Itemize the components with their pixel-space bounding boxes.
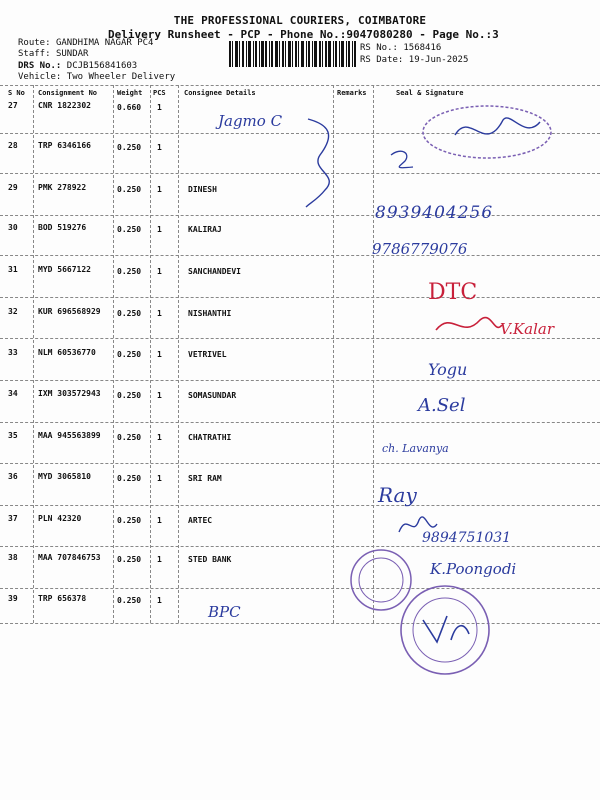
col-header-remarks: Remarks — [337, 89, 367, 97]
drs-label: DRS No.: — [18, 61, 62, 71]
row-pcs: 1 — [157, 555, 162, 564]
company-title: THE PROFESSIONAL COURIERS, COIMBATORE — [173, 14, 427, 27]
row-consignee: STED BANK — [188, 555, 232, 564]
row-consignment: MAA 945563899 — [38, 431, 101, 440]
row-sno: 31 — [8, 265, 18, 274]
handwritten-signature-red: V.Kalar — [500, 320, 555, 338]
row-sno: 39 — [8, 594, 18, 603]
signature-mark — [385, 145, 420, 175]
row-sno: 38 — [8, 553, 18, 562]
row-pcs: 1 — [157, 516, 162, 525]
row-weight: 0.250 — [117, 225, 142, 234]
row-consignment: NLM 60536770 — [38, 348, 96, 357]
rs-no-value: 1568416 — [403, 43, 442, 53]
vehicle-label: Vehicle: — [18, 72, 62, 82]
col-header-consignment: Consignment No — [38, 89, 98, 97]
row-divider — [0, 297, 600, 298]
col-header-weight: Weight — [117, 89, 143, 97]
handwritten-phone: 9894751031 — [422, 530, 512, 546]
runsheet-subtitle: Delivery Runsheet - PCP - Phone No.:9047080280 - Page No.:3 — [108, 28, 499, 41]
handwritten-phone: 9786779076 — [372, 240, 468, 258]
row-consignee: VETRIVEL — [188, 350, 227, 359]
row-divider — [0, 215, 600, 216]
col-divider — [33, 85, 34, 623]
row-consignment: MYD 5667122 — [38, 265, 91, 274]
vehicle-line — [18, 72, 175, 83]
row-pcs: 1 — [157, 596, 162, 605]
row-sno: 35 — [8, 431, 18, 440]
col-divider — [150, 85, 151, 623]
drs-value: DCJB156841603 — [66, 61, 138, 71]
row-consignment: PMK 278922 — [38, 183, 87, 192]
rs-info — [360, 42, 468, 66]
row-consignee: SRI RAM — [188, 474, 222, 483]
col-divider — [178, 85, 179, 623]
row-weight: 0.250 — [117, 350, 142, 359]
row-pcs: 1 — [157, 143, 162, 152]
rs-date-value: 19-Jun-2025 — [408, 55, 469, 65]
row-pcs: 1 — [157, 350, 162, 359]
col-header-seal: Seal & Signature — [396, 89, 464, 97]
col-divider — [373, 85, 374, 623]
row-pcs: 1 — [157, 185, 162, 194]
barcode — [229, 41, 356, 67]
col-header-consignee: Consignee Details — [184, 89, 256, 97]
row-consignee: KALIRAJ — [188, 225, 222, 234]
round-stamp-large — [395, 580, 495, 680]
row-consignment: TRP 6346166 — [38, 141, 91, 150]
row-consignee: SANCHANDEVI — [188, 267, 241, 276]
row-divider — [0, 588, 600, 589]
handwritten-signature: ch. Lavanya — [382, 442, 449, 455]
row-consignment: KUR 696568929 — [38, 307, 101, 316]
row-pcs: 1 — [157, 433, 162, 442]
col-header-sno: S No — [8, 89, 25, 97]
row-weight: 0.250 — [117, 143, 142, 152]
row-sno: 36 — [8, 472, 18, 481]
row-divider — [0, 505, 600, 506]
row-consignment: IXM 303572943 — [38, 389, 101, 398]
row-divider — [0, 623, 600, 624]
handwritten-signature: Ray — [378, 483, 417, 507]
route-line — [18, 38, 153, 49]
row-divider — [0, 546, 600, 547]
row-sno: 32 — [8, 307, 18, 316]
row-consignee: DINESH — [188, 185, 217, 194]
row-pcs: 1 — [157, 391, 162, 400]
row-sno: 33 — [8, 348, 18, 357]
row-consignment: MAA 707846753 — [38, 553, 101, 562]
brace-mark — [300, 115, 350, 210]
row-pcs: 1 — [157, 103, 162, 112]
row-weight: 0.250 — [117, 309, 142, 318]
row-weight: 0.250 — [117, 596, 142, 605]
row-consignment: CNR 1822302 — [38, 101, 91, 110]
route-value: GANDHIMA NAGAR PC4 — [55, 38, 154, 48]
row-consignment: MYD 3065810 — [38, 472, 91, 481]
staff-value: SUNDAR — [55, 49, 89, 59]
row-consignee: NISHANTHI — [188, 309, 232, 318]
row-sno: 28 — [8, 141, 18, 150]
row-sno: 34 — [8, 389, 18, 398]
row-consignee: ARTEC — [188, 516, 213, 525]
handwritten-consignee: Jagmo C — [218, 112, 283, 130]
row-consignment: PLN 42320 — [38, 514, 82, 523]
row-pcs: 1 — [157, 474, 162, 483]
rs-date-label: RS Date: — [360, 55, 404, 65]
row-weight: 0.250 — [117, 555, 142, 564]
handwritten-signature-red: DTC — [428, 280, 478, 305]
col-divider — [113, 85, 114, 623]
row-weight: 0.250 — [117, 516, 142, 525]
row-consignee: SOMASUNDAR — [188, 391, 237, 400]
row-divider — [0, 463, 600, 464]
row-divider — [0, 255, 600, 256]
row-sno: 29 — [8, 183, 18, 192]
row-sno: 30 — [8, 223, 18, 232]
row-pcs: 1 — [157, 225, 162, 234]
handwritten-signature: A.Sel — [418, 395, 466, 416]
staff-label: Staff: — [18, 49, 51, 59]
row-weight: 0.250 — [117, 391, 142, 400]
handwritten-signature: K.Poongodi — [430, 560, 517, 578]
company-stamp-top — [415, 100, 565, 165]
row-consignment: TRP 656378 — [38, 594, 87, 603]
col-header-pcs: PCS — [153, 89, 166, 97]
row-pcs: 1 — [157, 309, 162, 318]
handwritten-consignee: BPC — [208, 603, 241, 621]
row-divider — [0, 422, 600, 423]
rs-no-label: RS No.: — [360, 43, 398, 53]
handwritten-phone: 8939404256 — [375, 203, 494, 223]
handwritten-signature: Yogu — [428, 360, 468, 379]
row-weight: 0.250 — [117, 474, 142, 483]
row-pcs: 1 — [157, 267, 162, 276]
row-sno: 37 — [8, 514, 18, 523]
row-weight: 0.250 — [117, 433, 142, 442]
row-sno: 27 — [8, 101, 18, 110]
vehicle-value: Two Wheeler Delivery — [66, 72, 176, 82]
row-weight: 0.250 — [117, 185, 142, 194]
row-consignee: CHATRATHI — [188, 433, 232, 442]
route-label: Route: — [18, 38, 51, 48]
row-weight: 0.250 — [117, 267, 142, 276]
staff-line — [18, 49, 88, 60]
drs-line — [18, 61, 137, 72]
row-consignment: BOD 519276 — [38, 223, 87, 232]
row-weight: 0.660 — [117, 103, 142, 112]
row-divider — [0, 380, 600, 381]
table-top-border — [0, 85, 600, 86]
